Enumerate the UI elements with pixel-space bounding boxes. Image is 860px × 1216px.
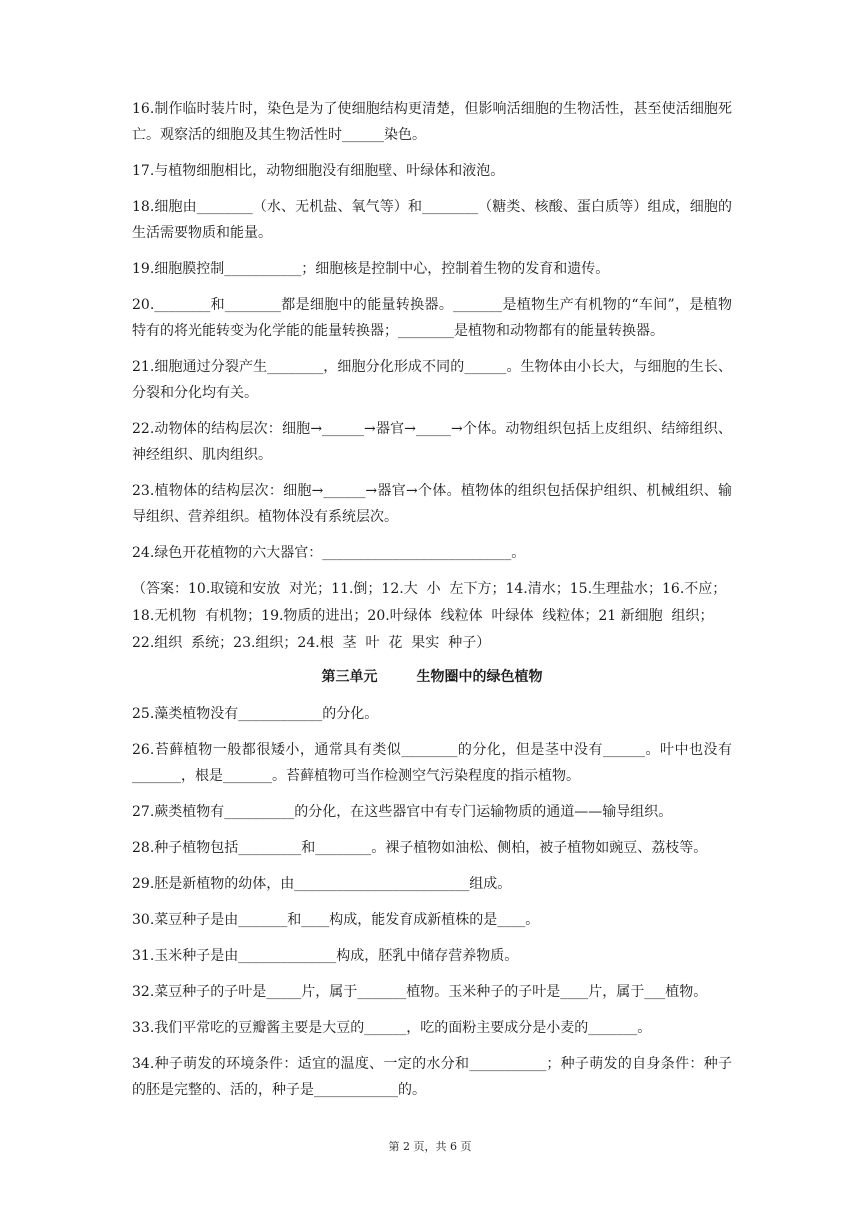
question-29: 29.胚是新植物的幼体，由_________________________组成。 [132, 876, 512, 892]
question-20: 20.________和________都是细胞中的能量转换器。_______是植物生产有机物的“车间”，是植物特有的将光能转变为化学能的能量转换器；________是植物和动物都有的能量转换器。 [132, 297, 732, 339]
question-22: 22.动物体的结构层次：细胞→______→器官→_____→个体。动物组织包括上皮组织、结缔组织、神经组织、肌肉组织。 [132, 421, 732, 463]
question-24: 24.绿色开花植物的六大器官：___________________________。 [132, 545, 526, 561]
document-body [132, 96, 732, 1113]
question-16: 16.制作临时装片时，染色是为了使细胞结构更清楚，但影响活细胞的生物活性，甚至使活细胞死亡。观察活的细胞及其生物活性时______染色。 [132, 101, 732, 143]
question-28: 28.种子植物包括_________和________。裸子植物如油松、侧柏，被子植物如豌豆、荔枝等。 [132, 840, 708, 856]
question-21: 21.细胞通过分裂产生________，细胞分化形成不同的______。生物体由小长大，与细胞的生长、分裂和分化均有关。 [132, 359, 732, 401]
question-34: 34.种子萌发的环境条件：适宜的温度、一定的水分和___________；种子萌发的自身条件：种子的胚是完整的、活的，种子是____________的。 [132, 1056, 732, 1098]
question-23: 23.植物体的结构层次：细胞→______→器官→个体。植物体的组织包括保护组织、机械组织、输导组织、营养组织。植物体没有系统层次。 [132, 483, 732, 525]
question-32: 32.菜豆种子的子叶是_____片，属于_______植物。玉米种子的子叶是____片，属于___植物。 [132, 984, 708, 1000]
question-27: 27.蕨类植物有__________的分化，在这些器官中有专门运输物质的通道——输导组织。 [132, 804, 673, 820]
page-number-footer: 第 2 页，共 6 页 [388, 1140, 472, 1153]
question-30: 30.菜豆种子是由_______和____构成，能发育成新植株的是____。 [132, 912, 540, 928]
question-25: 25.藻类植物没有____________的分化。 [132, 706, 379, 722]
question-18: 18.细胞由________（水、无机盐、氧气等）和________（糖类、核酸、蛋白质等）组成，细胞的生活需要物质和能量。 [132, 199, 732, 241]
question-17: 17.与植物细胞相比，动物细胞没有细胞壁、叶绿体和液泡。 [132, 163, 505, 179]
question-26: 26.苔藓植物一般都很矮小，通常具有类似________的分化，但是茎中没有______。叶中也没有_______，根是_______。苔藓植物可当作检测空气污染程度的指示植物。 [132, 742, 732, 784]
section-heading: 第三单元 生物圈中的绿色植物 [321, 669, 543, 685]
question-31: 31.玉米种子是由______________构成，胚乳中储存营养物质。 [132, 948, 519, 964]
question-33: 33.我们平常吃的豆瓣酱主要是大豆的______，吃的面粉主要成分是小麦的_______。 [132, 1020, 652, 1036]
question-19: 19.细胞膜控制___________；细胞核是控制中心，控制着生物的发育和遗传。 [132, 261, 610, 277]
answer-key: （答案：10.取镜和安放 对光；11.倒；12.大 小 左下方；14.清水；15.生理盐水；16.不应；18.无机物 有机物；19.物质的进出；20.叶绿体 线粒体 叶绿体 线粒体；21 新细胞 组织；22.组织 系统；23.组织；24.根 茎 叶 花 果实 种子） [132, 581, 727, 651]
